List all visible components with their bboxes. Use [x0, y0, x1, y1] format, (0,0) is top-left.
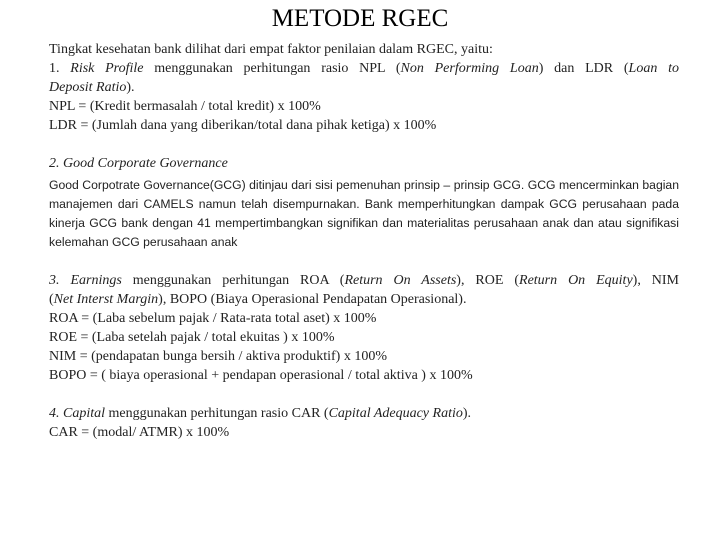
- earnings-number: 3.: [49, 273, 60, 288]
- capital-text-b: ).: [462, 406, 472, 421]
- bopo-formula: BOPO = ( biaya operasional + pendapan operasional / total aktiva ) x 100%: [49, 368, 473, 383]
- risk-profile-line: [49, 59, 679, 78]
- risk-profile-text-a: menggunakan perhitungan rasio NPL (: [154, 61, 401, 76]
- ldr-formula: LDR = (Jumlah dana yang diberikan/total dana pihak ketiga) x 100%: [49, 118, 437, 133]
- gcg-heading-text: 2. Good Corporate Governance: [49, 156, 228, 171]
- capital-number: 4.: [49, 406, 60, 421]
- roa-term: Return On Assets: [344, 273, 457, 288]
- earnings-text-e: ), BOPO (Biaya Operasional Pendapatan Operasional).: [158, 292, 467, 307]
- earnings-line: [49, 271, 679, 290]
- page-title: METODE RGEC: [271, 5, 449, 32]
- risk-profile-text-b: ) dan LDR (: [538, 61, 629, 76]
- car-formula: CAR = (modal/ ATMR) x 100%: [49, 425, 230, 440]
- roe-formula: ROE = (Laba setelah pajak / total ekuitas ) x 100%: [49, 330, 335, 345]
- capital-text-a: menggunakan perhitungan rasio CAR (: [108, 406, 329, 421]
- slide-content: [49, 40, 679, 442]
- earnings-line-2: [49, 290, 679, 309]
- ldr-term-1: Loan to: [628, 61, 679, 76]
- roa-formula: ROA = (Laba sebelum pajak / Rata-rata total aset) x 100%: [49, 311, 377, 326]
- capital-name: Capital: [63, 406, 106, 421]
- intro-text: Tingkat kesehatan bank dilihat dari empat faktor penilaian dalam RGEC, yaitu:: [49, 42, 493, 57]
- npl-formula: NPL = (Kredit bermasalah / total kredit) x 100%: [49, 99, 321, 114]
- risk-profile-number: 1.: [49, 61, 60, 76]
- gcg-heading: [49, 154, 679, 173]
- risk-profile-text-c: ).: [126, 80, 135, 95]
- ldr-term-2: Deposit Ratio: [49, 80, 127, 95]
- capital-line: [49, 404, 679, 423]
- risk-profile-name: Risk Profile: [70, 61, 144, 76]
- roe-term: Return On Equity: [519, 273, 633, 288]
- earnings-name: Earnings: [70, 273, 122, 288]
- nim-term: Net Interst Margin: [53, 292, 159, 307]
- npl-term: Non Performing Loan: [400, 61, 539, 76]
- risk-profile-line-2: [49, 78, 679, 97]
- gcg-paragraph: Good Corpotrate Governance(GCG) ditinjau dari sisi pemenuhan prinsip – prinsip GCG. GCG mencerminkan bagian manajemen dari CAMELS namun telah disempurnakan. Bank memperhitungkan dampak GCG perusahaan pada kinerja GCG bank dengan 41 mempertimbangkan signifikan dan materialitas perusahaan anak dan atau signifikasi kelemahan GCG perusahaan anak: [49, 178, 679, 249]
- earnings-text-b: ), ROE (: [456, 273, 520, 288]
- earnings-text-a: menggunakan perhitungan ROA (: [132, 273, 345, 288]
- earnings-text-d: (: [49, 292, 54, 307]
- earnings-text-c: ), NIM: [632, 273, 679, 288]
- nim-formula: NIM = (pendapatan bunga bersih / aktiva produktif) x 100%: [49, 349, 387, 364]
- car-term: Capital Adequacy Ratio: [328, 406, 463, 421]
